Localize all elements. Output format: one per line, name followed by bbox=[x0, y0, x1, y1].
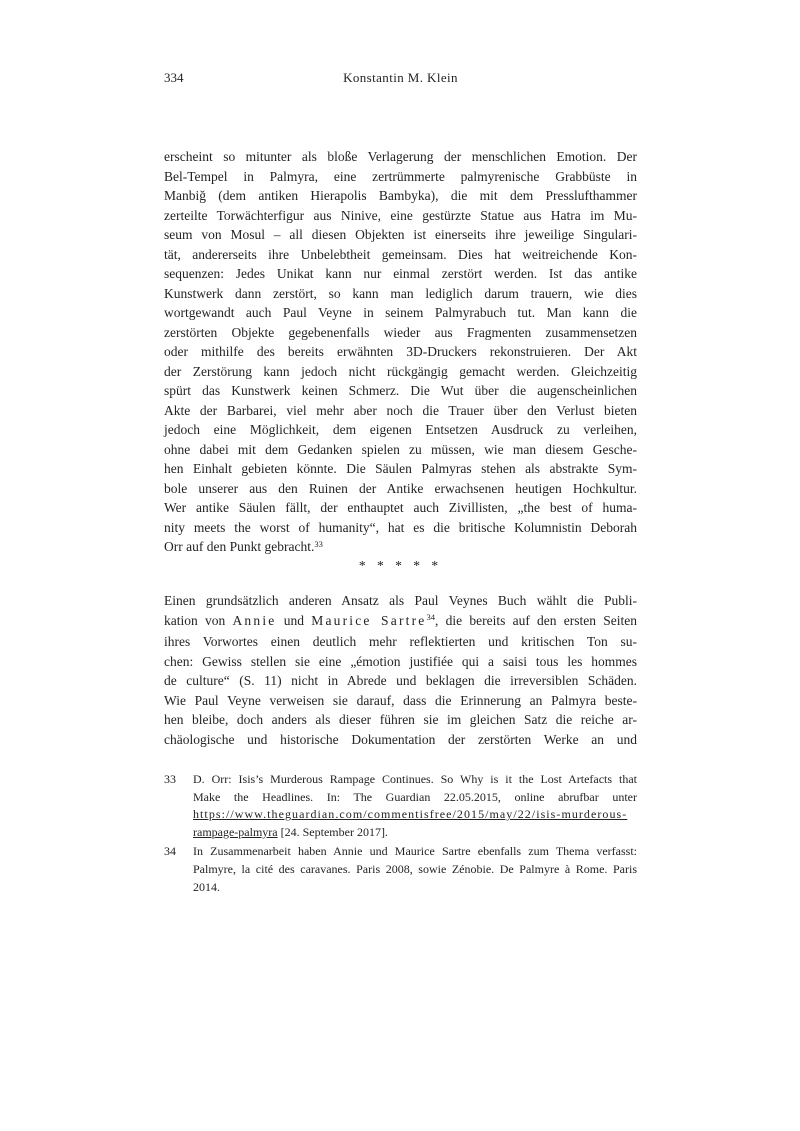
text-line: Make the Headlines. In: The Guardian 22.05.2015, online abrufbar unter bbox=[193, 789, 637, 804]
footnote-url-link[interactable]: https://www.theguardian.com/commentisfree/2015/may/22/isis-murderous- bbox=[193, 807, 628, 822]
spaced-author-name: Annie bbox=[232, 612, 277, 628]
text-line: Palmyre, la cité des caravanes. Paris 2008, sowie Zénobie. De Palmyre à Rome. Paris bbox=[193, 861, 637, 876]
text-line: oder mithilfe des bereits erwähnten 3D-Druckers rekonstruieren. Der Akt bbox=[164, 344, 637, 359]
text-line: spürt das Kunstwerk keinen Schmerz. Die Wut über die augenscheinlichen bbox=[164, 383, 637, 398]
text-line: D. Orr: Isis’s Murderous Rampage Continues. So Why is it the Lost Artefacts that bbox=[193, 772, 637, 786]
text-line: ohne dabei mit dem Gedanken spielen zu müssen, wie man diesem Gesche- bbox=[164, 441, 637, 457]
text-line: zerstörten Objekte gegebenenfalls wieder aus Fragmenten zusammensetzen bbox=[164, 324, 637, 340]
footnote-number: 34 bbox=[164, 844, 176, 859]
footnote-33 bbox=[164, 771, 637, 841]
text-segment: [24. September 2017]. bbox=[277, 824, 388, 839]
text-line: seum von Mosul – all diesen Objekten ist einerseits ihre jeweilige Singulari- bbox=[164, 227, 637, 242]
footnote-text bbox=[193, 843, 637, 896]
text-line: wortgewandt auch Paul Veyne in seinem Palmyrabuch tut. Man kann die bbox=[164, 305, 637, 320]
page-number: 334 bbox=[164, 70, 184, 85]
footnote-ref-33: 33 bbox=[314, 538, 323, 549]
text-line: ihres Vorwortes einen deutlich mehr reflektierten und kritischen Ton su- bbox=[164, 634, 637, 649]
text-segment: , die bereits auf den ersten Seiten bbox=[435, 612, 638, 628]
paragraph-main-last-line: Orr auf den Punkt gebracht. bbox=[164, 539, 315, 554]
running-head-author: Konstantin M. Klein bbox=[343, 70, 458, 85]
text-line: 2014. bbox=[193, 879, 220, 894]
text-line: Akte der Barbarei, viel mehr aber noch die Trauer über den Verlust bieten bbox=[164, 402, 637, 418]
text-line: sequenzen: Jedes Unikat kann nur einmal zerstört werden. Ist das antike bbox=[164, 266, 637, 281]
paragraph-second-lines bbox=[164, 632, 637, 749]
text-line: erscheint so mitunter als bloße Verlagerung der menschlichen Emotion. Der bbox=[164, 149, 637, 164]
paragraph-main bbox=[164, 147, 637, 559]
spaced-author-name: Maurice Sartre bbox=[311, 612, 427, 628]
text-line: zerteilte Torwächterfigur aus Ninive, eine gestürzte Statue aus Hatra im Mu- bbox=[164, 207, 637, 223]
text-line: de culture“ (S. 11) nicht in Abrede und beklagen die irreversiblen Schäden. bbox=[164, 673, 637, 688]
text-line: jedoch eine Möglichkeit, dem eigenen Entsetzen Ausdruck zu verleihen, bbox=[164, 422, 637, 437]
text-line bbox=[164, 611, 637, 633]
section-separator-asterisks: * * * * * bbox=[358, 558, 443, 573]
text-segment: und bbox=[276, 612, 312, 628]
text-line: hen bleibe, doch anders als dieser führen sie im gleichen Satz die reiche ar- bbox=[164, 712, 637, 727]
text-line: Wer antike Säulen fällt, der enthauptet auch Zivillisten, „the best of huma- bbox=[164, 500, 637, 515]
paragraph-second bbox=[164, 591, 637, 749]
text-line: Kunstwerk dann zerstört, so kann man lediglich darum trauern, wie dies bbox=[164, 285, 637, 301]
footnote-text bbox=[193, 771, 637, 841]
text-line: In Zusammenarbeit haben Annie und Maurice Sartre ebenfalls zum Thema verfasst: bbox=[193, 844, 637, 859]
text-line: chen: Gewiss stellen sie eine „émotion justifiée qui a saisi tous les hommes bbox=[164, 653, 637, 669]
text-line: der Zerstörung kann jedoch nicht rückgängig gemacht werden. Gleichzeitig bbox=[164, 363, 637, 379]
footnote-number: 33 bbox=[164, 772, 176, 786]
footnotes-block bbox=[164, 771, 637, 896]
text-line: Wie Paul Veyne verweisen sie darauf, dass die Erinnerung an Palmyra beste- bbox=[164, 692, 637, 708]
footnote-34 bbox=[164, 843, 637, 896]
running-head bbox=[164, 70, 637, 86]
text-line: Einen grundsätzlich anderen Ansatz als Paul Veynes Buch wählt die Publi- bbox=[164, 593, 637, 608]
text-line: tät, andererseits ihre Unbelebtheit gemeinsam. Dies hat weitreichende Kon- bbox=[164, 246, 637, 262]
paragraph-main-lines bbox=[164, 147, 637, 537]
text-line: chäologische und historische Dokumentation der zerstörten Werke an und bbox=[164, 731, 637, 747]
text-line: bole unserer aus den Ruinen der Antike erwachsenen heutigen Hochkultur. bbox=[164, 480, 637, 496]
text-line: Manbiğ (dem antiken Hierapolis Bambyka), die mit dem Presslufthammer bbox=[164, 188, 637, 203]
text-segment: kation von bbox=[164, 612, 233, 628]
text-line bbox=[193, 824, 637, 842]
footnote-ref-34: 34 bbox=[426, 612, 435, 622]
footnote-url-link[interactable]: rampage-palmyra bbox=[193, 824, 278, 839]
text-line: hen Einhalt gebieten könnte. Die Säulen Palmyras stehen als abstrakte Sym- bbox=[164, 461, 637, 476]
text-line: Bel-Tempel in Palmyra, eine zertrümmerte palmyrenische Grabbüste in bbox=[164, 168, 637, 184]
text-line: nity meets the worst of humanity“, hat es die britische Kolumnistin Deborah bbox=[164, 519, 637, 535]
